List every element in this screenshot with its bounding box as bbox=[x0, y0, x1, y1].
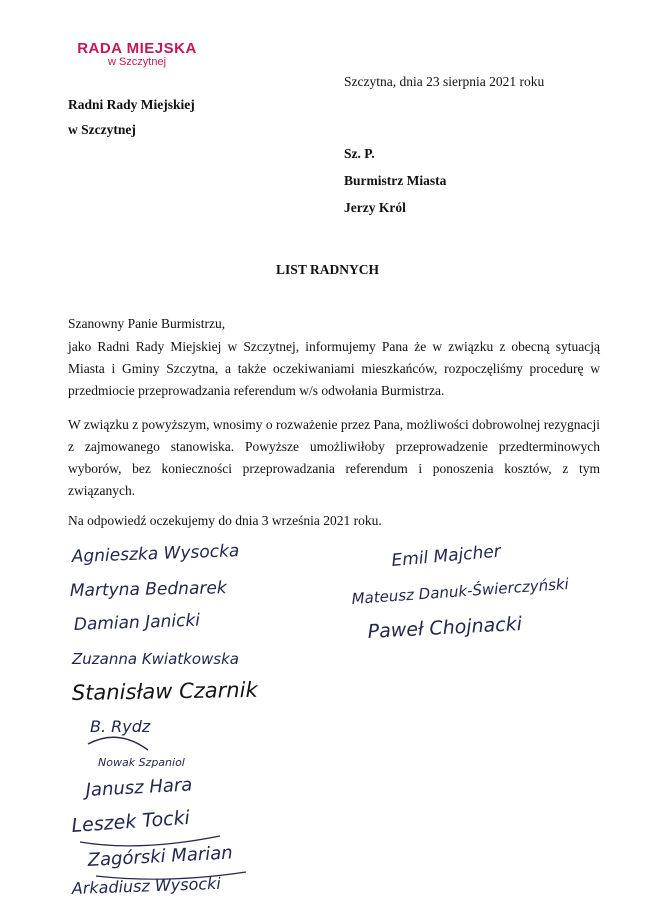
signature-left-6: B. Rydz bbox=[90, 717, 151, 736]
pen-flourish bbox=[88, 737, 148, 750]
letter-title: LIST RADNYCH bbox=[276, 262, 379, 277]
recipient-line-1: Sz. P. bbox=[344, 146, 375, 161]
sender-block bbox=[68, 92, 195, 142]
signature-left-8: Janusz Hara bbox=[85, 774, 193, 801]
sender-line-2: w Szczytnej bbox=[68, 122, 136, 137]
date-line: Szczytna, dnia 23 sierpnia 2021 roku bbox=[344, 74, 545, 89]
signature-left-7: Nowak Szpaniol bbox=[98, 756, 185, 769]
signature-left-9: Leszek Tocki bbox=[70, 806, 191, 837]
paragraph-2: W związku z powyższym, wnosimy o rozważenie przez Pana, możliwości dobrowolnej rezygnacji z zajmowanego stanowiska. Powyższe umożliwiłoby przeprowadzenie przedterminowych wyborów, bez konieczności przeprowadzania referendum i ponoszenia kosztów, z tym związanych. bbox=[68, 417, 600, 498]
closing-line: Na odpowiedź oczekujemy do dnia 3 września 2021 roku. bbox=[68, 513, 382, 528]
signature-left-10: Zagórski Marian bbox=[87, 842, 234, 871]
recipient-line-3: Jerzy Król bbox=[344, 200, 406, 215]
stamp-line-2: w Szczytnej bbox=[107, 56, 167, 68]
salutation: Szanowny Panie Burmistrzu, bbox=[68, 316, 226, 331]
signature-left-4: Zuzanna Kwiatkowska bbox=[72, 650, 239, 668]
paragraph-1: jako Radni Rady Miejskiej w Szczytnej, informujemy Pana że w związku z obecną sytuacją Miasta i Gminy Szczytna, a także oczekiwaniami mieszkańców, rozpoczęliśmy procedurę w przedmiocie przeprowadzania referendum w/s odwołania Burmistrza. bbox=[68, 339, 600, 398]
signature-right-2: Mateusz Danuk-Świerczyński bbox=[351, 574, 570, 608]
signature-left-2: Martyna Bednarek bbox=[69, 578, 227, 601]
signature-right-3: Paweł Chojnacki bbox=[367, 612, 523, 643]
signature-left-5: Stanisław Czarnik bbox=[71, 677, 258, 705]
signature-left-1: Agnieszka Wysocka bbox=[71, 541, 240, 567]
recipient-block bbox=[344, 140, 446, 221]
council-stamp bbox=[62, 40, 212, 68]
signature-right-1: Emil Majcher bbox=[390, 541, 502, 571]
signature-left-11: Arkadiusz Wysocki bbox=[71, 873, 222, 898]
sender-line-1: Radni Rady Miejskiej bbox=[68, 97, 195, 112]
signatures-area bbox=[0, 530, 655, 918]
recipient-line-2: Burmistrz Miasta bbox=[344, 173, 447, 188]
signature-left-3: Damian Janicki bbox=[73, 610, 201, 635]
signatures-svg bbox=[0, 530, 655, 918]
stamp-line-1: RADA MIEJSKA bbox=[77, 40, 197, 57]
